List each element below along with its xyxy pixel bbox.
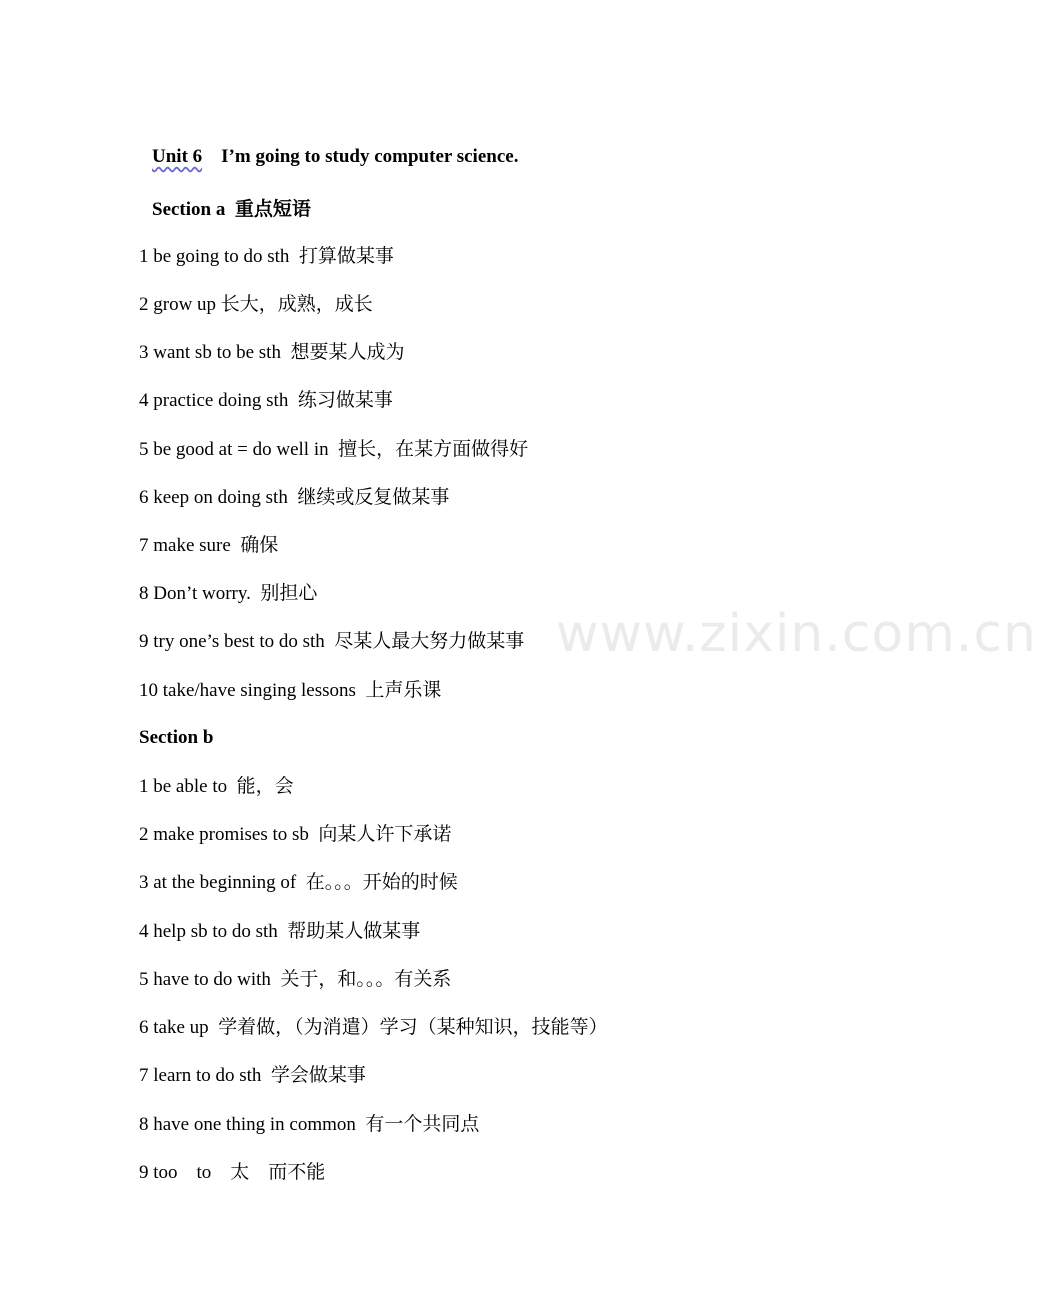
phrase-item: 5 have to do with 关于，和。。。有关系 [139,969,452,990]
unit-title-text: I’m going to study computer science. [221,146,519,167]
phrase-item: 5 be good at = do well in 擅长，在某方面做得好 [139,439,529,460]
phrase-item: 8 Don’t worry. 别担心 [139,583,318,604]
phrase-item: 6 keep on doing sth 继续或反复做某事 [139,487,450,508]
phrase-item: 3 want sb to be sth 想要某人成为 [139,342,405,363]
phrase-item: 9 try one’s best to do sth 尽某人最大努力做某事 [139,631,525,652]
phrase-item: 3 at the beginning of 在。。。开始的时候 [139,872,458,893]
section-b-heading: Section b [139,727,214,748]
watermark: www.zixin.com.cn [556,604,1037,664]
phrase-item: 2 make promises to sb 向某人许下承诺 [139,824,452,845]
phrase-item: 4 help sb to do sth 帮助某人做某事 [139,921,421,942]
section-a-heading: Section a 重点短语 [152,199,311,220]
phrase-item: 1 be going to do sth 打算做某事 [139,246,394,267]
phrase-item: 7 make sure 确保 [139,535,279,556]
unit-title [152,146,518,168]
phrase-item: 1 be able to 能，会 [139,776,294,797]
unit-number: Unit 6 [152,146,203,167]
phrase-item: 7 learn to do sth 学会做某事 [139,1065,366,1086]
phrase-item: 2 grow up 长大，成熟，成长 [139,294,373,315]
phrase-item: 9 too to 太 而不能 [139,1162,326,1183]
phrase-item: 6 take up 学着做，（为消遣）学习（某种知识，技能等） [139,1017,608,1038]
phrase-item: 10 take/have singing lessons 上声乐课 [139,680,442,701]
phrase-item: 8 have one thing in common 有一个共同点 [139,1114,480,1135]
phrase-item: 4 practice doing sth 练习做某事 [139,390,393,411]
